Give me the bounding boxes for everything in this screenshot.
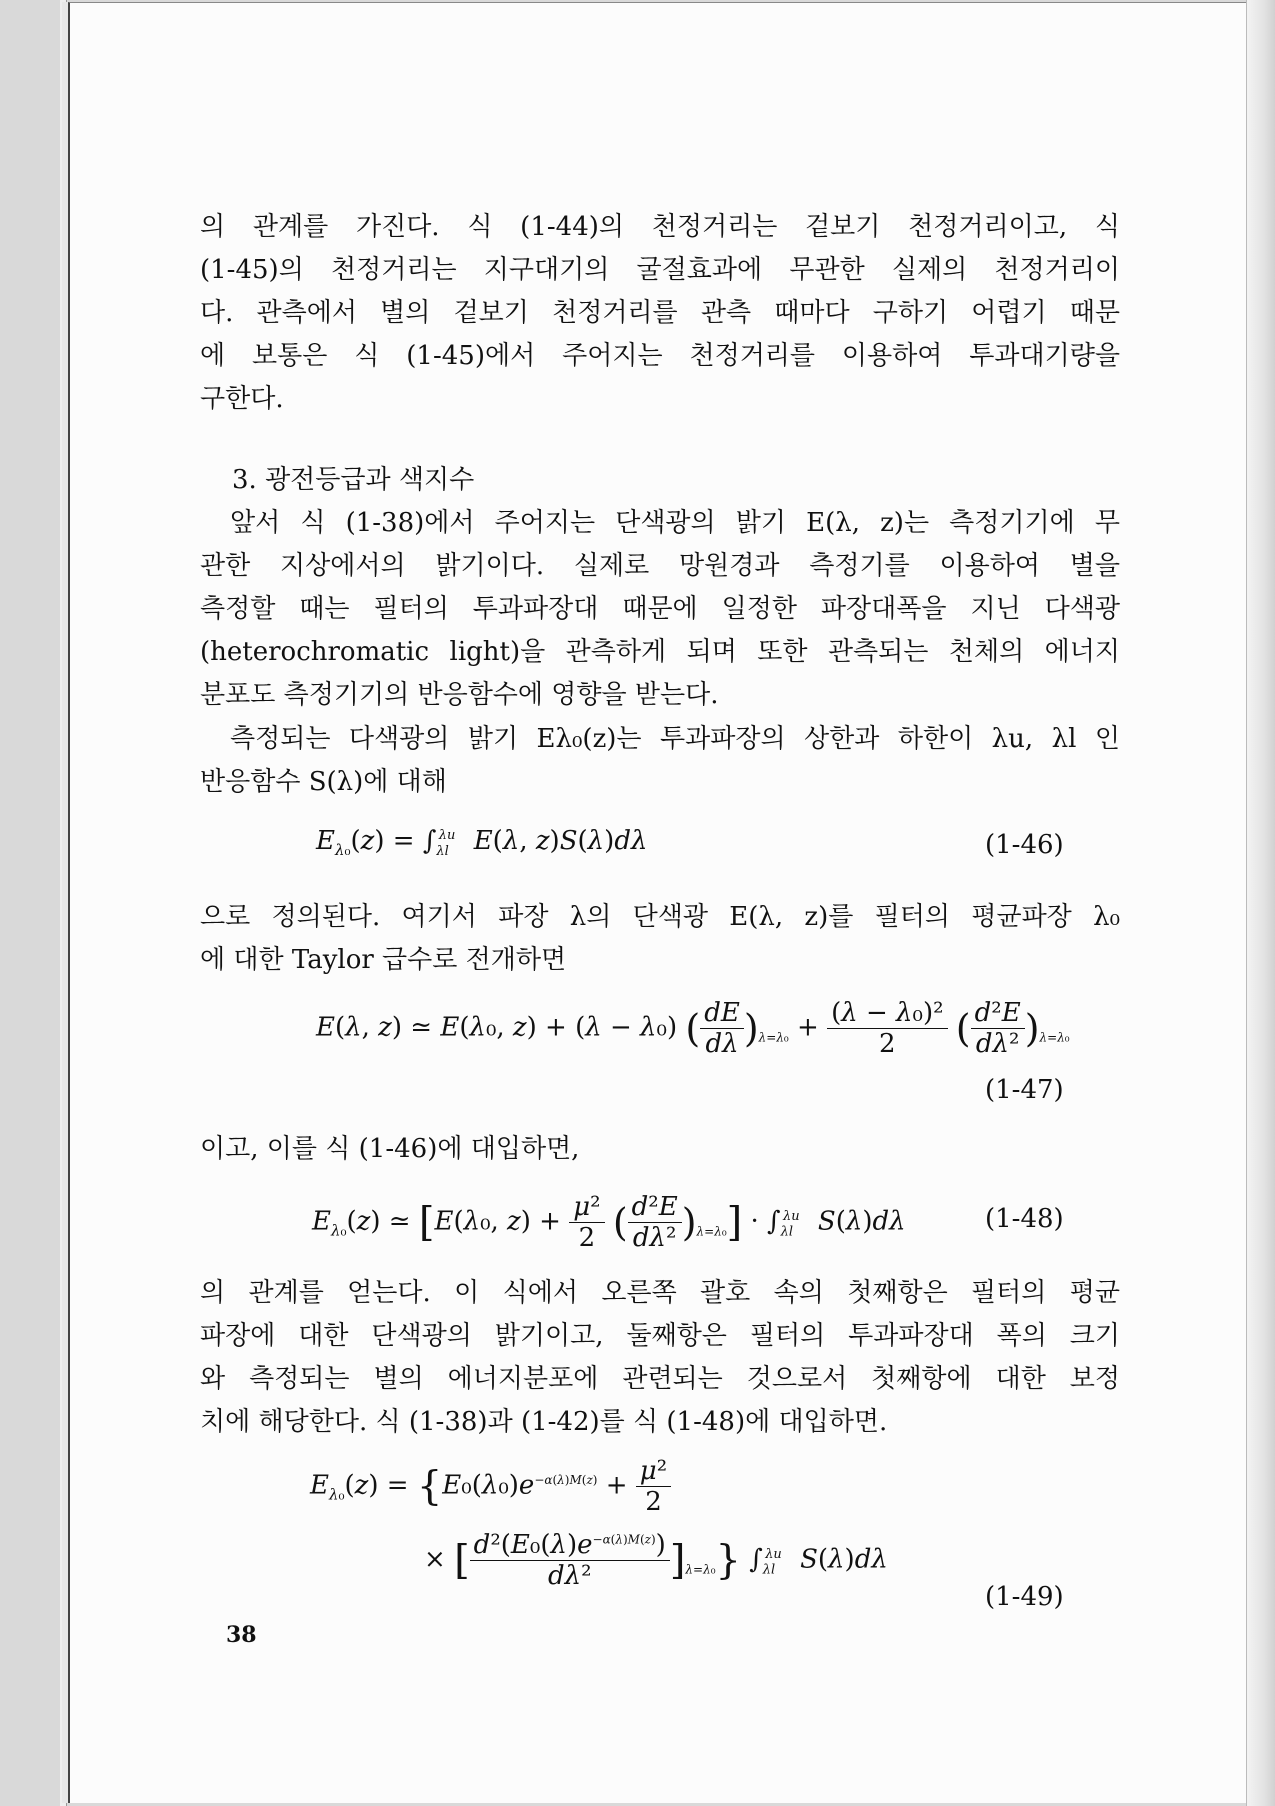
text-line: 치에 해당한다. 식 (1-38)과 (1-42)를 식 (1-48)에 대입하면. <box>200 1407 888 1437</box>
paragraph-6 <box>200 1272 1120 1444</box>
text-line: 관한 지상에서의 밝기이다. 실제로 망원경과 측정기를 이용하여 별을 <box>200 551 1120 581</box>
paragraph-1 <box>200 206 1120 421</box>
equation-1-47: E(λ, z) ≃ E(λ₀, z) + (λ − λ₀) ( $\frac{dE}{d\lambda}$ )$_{\lambda=\lambda_0}$ + $\frac{\text{(λ − λ₀)²}}{2}$ ( $\frac{\text{d²E}}{\text{dλ²}}$ )$_{\lambda=\lambda_0}$ <box>316 998 1070 1059</box>
text-line: 에 보통은 식 (1-45)에서 주어지는 천정거리를 이용하여 투과대기량을 <box>200 341 1120 371</box>
paragraph-2 <box>200 502 1120 717</box>
page-edge-left <box>60 0 67 1806</box>
section-heading: 3. 광전등급과 색지수 <box>232 465 475 495</box>
text-line: 반응함수 S(λ)에 대해 <box>200 767 447 797</box>
text-line: 이고, 이를 식 (1-46)에 대입하면, <box>200 1134 580 1164</box>
text-line: 의 관계를 가진다. 식 (1-44)의 천정거리는 겉보기 천정거리이고, 식 <box>200 212 1120 242</box>
text-line: 분포도 측정기기의 반응함수에 영향을 받는다. <box>200 680 719 710</box>
text-line: (heterochromatic light)을 관측하게 되며 또한 관측되는 천체의 에너지 <box>200 637 1120 667</box>
text-line: 으로 정의된다. 여기서 파장 λ의 단색광 E(λ, z)를 필터의 평균파장 λ₀ <box>200 902 1120 932</box>
paragraph-5 <box>200 1128 1120 1171</box>
text-line: 측정할 때는 필터의 투과파장대 때문에 일정한 파장대폭을 지닌 다색광 <box>200 594 1120 624</box>
text-line: 다. 관측에서 별의 겉보기 천정거리를 관측 때마다 구하기 어렵기 때문 <box>200 298 1120 328</box>
text-line: 파장에 대한 단색광의 밝기이고, 둘째항은 필터의 투과파장대 폭의 크기 <box>200 1321 1120 1351</box>
equation-1-48: $E_{\lambda_0}(z)$ ≃ [E(λ₀, z) + $\frac{\text{μ²}}{2}$ ( $\frac{\text{d²E}}{\text{dλ²}}$ )$_{\lambda=\lambda_0}] \cdot \int_{\lambda l}^{\lambda u}$ S(λ)dλ <box>312 1192 906 1253</box>
equation-1-46: $E_{\lambda_0}(z) = \int_{\lambda l}^{\lambda u}$ E(λ, z)S(λ)dλ <box>316 826 648 860</box>
text-line: 앞서 식 (1-38)에서 주어지는 단색광의 밝기 E(λ, z)는 측정기기에 무 <box>230 508 1120 538</box>
equation-number: (1-48) <box>985 1204 1064 1234</box>
text-line: 에 대한 Taylor 급수로 전개하면 <box>200 945 567 975</box>
equation-number: (1-49) <box>985 1582 1064 1612</box>
page-edge-right <box>1246 0 1275 1806</box>
text-line: 측정되는 다색광의 밝기 Eλ₀(z)는 투과파장의 상한과 하한이 λu, λl 인 <box>230 724 1120 754</box>
equation-1-49-line-1: $E_{\lambda_0}(z) = \{E_0(\lambda_0)e^{-\alpha(\lambda)M(z)}$ + $\frac{\text{μ²}}{2}$ <box>310 1456 671 1517</box>
text-line: (1-45)의 천정거리는 지구대기의 굴절효과에 무관한 실제의 천정거리이 <box>200 255 1120 285</box>
text-line: 와 측정되는 별의 에너지분포에 관련되는 것으로서 첫째항에 대한 보정 <box>200 1364 1120 1394</box>
text-line: 구한다. <box>200 384 284 414</box>
paragraph-3 <box>200 718 1120 804</box>
equation-1-49-line-2: × [ $\frac{d^2(E_0(\lambda)e^{-\alpha(\lambda)M(z)})}{\text{dλ²}}$ ]$_{\lambda=\lambda_0}$} $\int_{\lambda l}^{\lambda u}$ S(λ)dλ <box>424 1530 888 1591</box>
text-line: 의 관계를 얻는다. 이 식에서 오른쪽 괄호 속의 첫째항은 필터의 평균 <box>200 1278 1120 1308</box>
paragraph-4 <box>200 896 1120 982</box>
equation-number: (1-46) <box>985 830 1064 860</box>
equation-number: (1-47) <box>985 1075 1064 1105</box>
page-number: 38 <box>226 1622 257 1648</box>
